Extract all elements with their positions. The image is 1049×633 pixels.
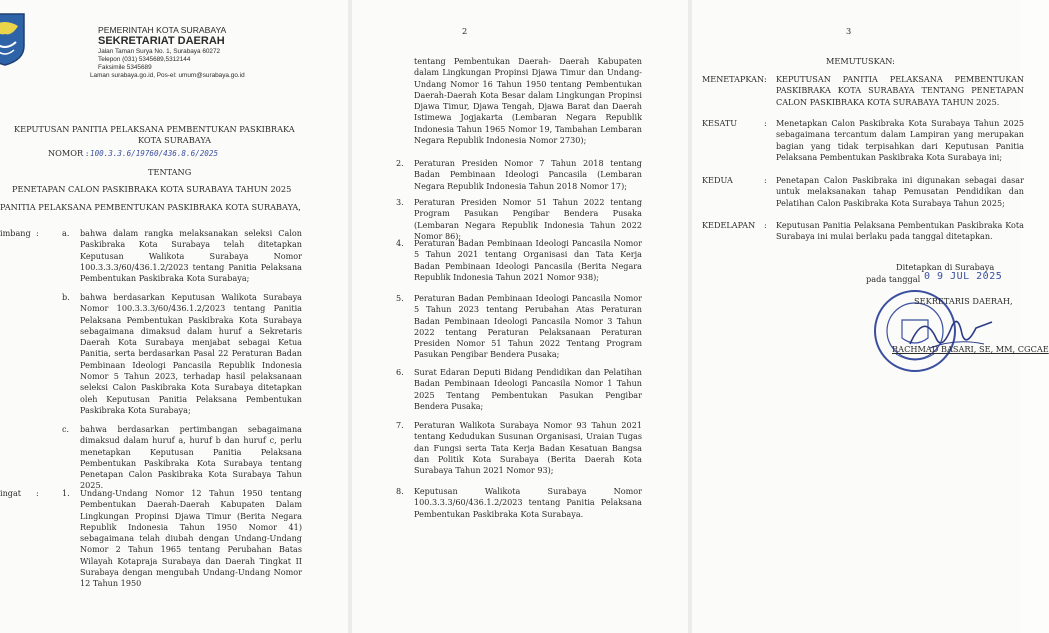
menetapkan-text: KEPUTUSAN PANITIA PELAKSANA PEMBENTUKAN PASKIBRAKA KOTA SURABAYA TENTANG PENETAPAN CALON PASKIBRAKA KOTA SURABAYA TAHUN 2025. bbox=[776, 74, 1024, 107]
decree-title-line1: KEPUTUSAN PANITIA PELAKSANA PEMBENTUKAN PASKIBRAKA bbox=[14, 124, 295, 134]
office-name: SEKRETARIAT DAERAH bbox=[98, 35, 225, 47]
kesatu-text: Menetapkan Calon Paskibraka Kota Surabaya Tahun 2025 sebagaimana tercantum dalam Lampiran yang merupakan bagian yang tidak terpisahkan dari Keputusan Panitia Pelaksana Pembentukan Paskibraka Kota Surabaya ini; bbox=[776, 118, 1024, 162]
memutuskan-heading: MEMUTUSKAN: bbox=[826, 56, 895, 66]
decree-number-label: NOMOR : bbox=[48, 148, 89, 158]
legal-basis-8-label: 8. bbox=[396, 486, 404, 496]
decree-number-value: 100.3.3.6/19760/436.8.6/2025 bbox=[90, 149, 219, 158]
legal-basis-4-label: 4. bbox=[396, 238, 404, 248]
kesatu-label: KESATU bbox=[702, 118, 738, 128]
consideration-c-text: bahwa berdasarkan pertimbangan sebagaimana dimaksud dalam huruf a, huruf b dan huruf c, perlu menetapkan Keputusan Panitia Pelaksana Pembentukan Paskibraka Kota Surabaya tentang Penetapan Calon Paskibraka Kota Surabaya Tahun 2025. bbox=[80, 424, 302, 491]
legal-basis-4-text: Peraturan Badan Pembinaan Ideologi Pancasila Nomor 5 Tahun 2021 tentang Organisasi dan Tata Kerja Badan Pembinaan Ideologi Pancasila (Berita Negara Republik Indonesia Tahun 2021 Nomor 938); bbox=[414, 238, 642, 282]
menimbang-label: imbang bbox=[0, 228, 31, 238]
pada-tanggal-label: pada tanggal bbox=[866, 274, 921, 284]
signer-title: SEKRETARIS DAERAH, bbox=[914, 296, 1013, 306]
date-stamp: 0 9 JUL 2025 bbox=[924, 271, 1003, 282]
legal-basis-3-label: 3. bbox=[396, 197, 404, 207]
issuing-authority: PANITIA PELAKSANA PEMBENTUKAN PASKIBRAKA KOTA SURABAYA, bbox=[0, 202, 301, 212]
legal-basis-2-label: 2. bbox=[396, 158, 404, 168]
consideration-a-text: bahwa dalam rangka melaksanakan seleksi Calon Paskibraka Kota Surabaya telah ditetapkan Keputusan Walikota Surabaya Nomor 100.3.3.3/60/436.1.2/2023 tentang Panitia Pelaksana Pembentukan Paskibraka Kota Surabaya; bbox=[80, 228, 302, 284]
decree-title-line2: KOTA SURABAYA bbox=[138, 135, 212, 145]
legal-basis-5-label: 5. bbox=[396, 293, 404, 303]
office-web-email: Laman surabaya.go.id, Pos-el: umum@surabaya.go.id bbox=[90, 72, 245, 79]
kedelapan-label: KEDELAPAN bbox=[702, 220, 756, 230]
legal-basis-8-text: Keputusan Walikota Surabaya Nomor 100.3.3.3/60/436.1.2/2023 tentang Panitia Pelaksana Pembentukan Paskibraka Kota Surabaya. bbox=[414, 486, 642, 519]
ditetapkan-place: Ditetapkan di Surabaya bbox=[896, 262, 995, 272]
legal-basis-3-text: Peraturan Presiden Nomor 51 Tahun 2022 tentang Program Pasukan Pengibar Bendera Pusaka (Lembaran Negara Republik Indonesia Tahun 2022 Nomor 86); bbox=[414, 197, 642, 241]
legal-basis-5-text: Peraturan Badan Pembinaan Ideologi Pancasila Nomor 5 Tahun 2023 tentang Perubahan Atas Peraturan Badan Pembinaan Ideologi Pancasila Nomor 3 Tahun 2022 tentang Peraturan Pelaksanaan Peraturan Presiden Nomor 51 Tahun 2022 Tentang Program Pasukan Pengibar Bendera Pusaka; bbox=[414, 293, 642, 360]
legal-basis-6-text: Surat Edaran Deputi Bidang Pendidikan dan Pelatihan Badan Pembinaan Ideologi Pancasila Nomor 1 Tahun 2025 Tentang Pembentukan Pasukan Pengibar Bendera Pusaka; bbox=[414, 367, 642, 411]
legal-basis-7-text: Peraturan Walikota Surabaya Nomor 93 Tahun 2021 tentang Kedudukan Susunan Organisasi, Uraian Tugas dan Fungsi serta Tata Kerja Badan Kesatuan Bangsa dan Politik Kota Surabaya (Berita Daerah Kota Surabaya Tahun 2021 Nomor 93); bbox=[414, 420, 642, 476]
kedua-text: Penetapan Calon Paskibraka ini digunakan sebagai dasar untuk melaksanakan tahap Pemusatan Pendidikan dan Pelatihan Calon Paskibraka Kota Surabaya Tahun 2025; bbox=[776, 175, 1024, 208]
consideration-b-text: bahwa berdasarkan Keputusan Walikota Surabaya Nomor 100.3.3.3/60/436.1.2/2023 tentang Panitia Pelaksana Pembentukan Paskibraka Kota Surabaya sebagaimana dimaksud dalam huruf a Sekretaris Daerah Kota Surabaya menjabat sebagai Ketua Panitia, serta berdasarkan Pasal 22 Peraturan Badan Pembinaan Ideologi Pancasila Republik Indonesia Nomor 5 Tahun 2023, terhadap hasil pelaksanaan seleksi Calon Paskibraka Kota Surabaya ditetapkan oleh Keputusan Panitia Pelaksana Pembentukan Paskibraka Kota Surabaya; bbox=[80, 292, 302, 415]
decree-subject: PENETAPAN CALON PASKIBRAKA KOTA SURABAYA TAHUN 2025 bbox=[12, 184, 292, 194]
consideration-a-label: a. bbox=[62, 228, 70, 238]
office-phone: Telepon (031) 5345689,5312144 bbox=[98, 56, 191, 63]
page-number-2: 2 bbox=[462, 26, 468, 36]
document-page-3: 3 MEMUTUSKAN: MENETAPKAN : KEPUTUSAN PANITIA PELAKSANA PEMBENTUKAN PASKIBRAKA KOTA SURABAYA TENTANG PENETAPAN CALON PASKIBRAKA KOTA SURABAYA TAHUN 2025. KESATU : Menetapkan Calon Paskibraka Kota Surabaya Tahun 2025 sebagaimana tercantum dalam Lampiran yang merupakan bagian yang tidak terpisahkan dari Keputusan Panitia Pelaksana Pembentukan Paskibraka Kota Surabaya ini; KEDUA : Penetapan Calon Paskibraka ini digunakan sebagai dasar untuk melaksanakan tahap Pemusatan Pendidikan dan Pelatihan Calon Paskibraka Kota Surabaya Tahun 2025; KEDELAPAN : Keputusan Panitia Pelaksana Pembentukan Paskibraka Kota Surabaya ini mulai berlaku pada tanggal ditetapkan. Ditetapkan di Surabaya pada tanggal 0 9 JUL 2025 SEKRETARIS DAERAH, RACHMAD BASARI, SE, MM, CGCAE bbox=[692, 0, 1020, 633]
menetapkan-label: MENETAPKAN bbox=[702, 74, 765, 84]
office-fax: Faksimile 5345689 bbox=[98, 64, 152, 71]
mengingat-label: ingat bbox=[0, 488, 22, 498]
document-page-2 bbox=[352, 0, 688, 633]
signer-name: RACHMAD BASARI, SE, MM, CGCAE bbox=[892, 344, 1049, 354]
legal-basis-2-text: Peraturan Presiden Nomor 7 Tahun 2018 tentang Badan Pembinaan Ideologi Pancasila (Lembaran Negara Republik Indonesia Tahun 2018 Nomor 17); bbox=[414, 158, 642, 191]
office-address: Jalan Taman Surya No. 1, Surabaya 60272 bbox=[98, 48, 221, 55]
legal-basis-1-label: 1. bbox=[62, 488, 70, 498]
consideration-b-label: b. bbox=[62, 292, 70, 302]
surabaya-crest-icon bbox=[0, 12, 26, 66]
kedua-label: KEDUA bbox=[702, 175, 733, 185]
legal-basis-6-label: 6. bbox=[396, 367, 404, 377]
government-name: PEMERINTAH KOTA SURABAYA bbox=[98, 25, 227, 35]
tentang-heading: TENTANG bbox=[148, 167, 192, 177]
legal-basis-7-label: 7. bbox=[396, 420, 404, 430]
consideration-c-label: c. bbox=[62, 424, 70, 434]
legal-basis-1-text: Undang-Undang Nomor 12 Tahun 1950 tentang Pembentukan Daerah-Daerah Kabupaten Dalam Lingkungan Propinsi Djawa Timur (Berita Negara Republik Indonesia Tahun 1950 Nomor 41) sebagaimana telah diubah dengan Undang-Undang Nomor 2 Tahun 1965 tentang Perubahan Batas Wilayah Kotapraja Surabaya dan Daerah Tingkat II Surabaya dengan mengubah Undang-Undang Nomor 12 Tahun 1950 bbox=[80, 488, 302, 589]
document-page-1: PEMERINTAH KOTA SURABAYA SEKRETARIAT DAERAH Jalan Taman Surya No. 1, Surabaya 60272 Telepon (031) 5345689,5312144 Faksimile 5345689 Laman surabaya.go.id, Pos-el: umum@surabaya.go.id KEPUTUSAN PANITIA PELAKSANA PEMBENTUKAN PASKIBRAKA KOTA SURABAYA NOMOR : 100.3.3.6/19760/436.8.6/2025 TENTANG PENETAPAN CALON PASKIBRAKA KOTA SURABAYA TAHUN 2025 PANITIA PELAKSANA PEMBENTUKAN PASKIBRAKA KOTA SURABAYA, imbang : a. bahwa dalam rangka melaksanakan seleksi Calon Paskibraka Kota Surabaya telah ditetapkan Keputusan Walikota Surabaya Nomor 100.3.3.3/60/436.1.2/2023 tentang Panitia Pelaksana Pembentukan Paskibraka Kota Surabaya; b. bahwa berdasarkan Keputusan Walikota Surabaya Nomor 100.3.3.3/60/436.1.2/2023 tentang Panitia Pelaksana Pembentukan Paskibraka Kota Surabaya sebagaimana dimaksud dalam huruf a Sekretaris Daerah Kota Surabaya menjabat sebagai Ketua Panitia, serta berdasarkan Pasal 22 Peraturan Badan Pembinaan Ideologi Pancasila Republik Indonesia Nomor 5 Tahun 2023, terhadap hasil pelaksanaan seleksi Calon Paskibraka Kota Surabaya ditetapkan oleh Keputusan Panitia Pelaksana Pembentukan Paskibraka Kota Surabaya; c. bahwa berdasarkan pertimbangan sebagaimana dimaksud dalam huruf a, huruf b dan huruf c, perlu menetapkan Keputusan Panitia Pelaksana Pembentukan Paskibraka Kota Surabaya tentang Penetapan Calon Paskibraka Kota Surabaya Tahun 2025. ingat : 1. Undang-Undang Nomor 12 Tahun 1950 tentang Pembentukan Daerah-Daerah Kabupaten Dalam Lingkungan Propinsi Djawa Timur (Berita Negara Republik Indonesia Tahun 1950 Nomor 41) sebagaimana telah diubah dengan Undang-Undang Nomor 2 Tahun 1965 tentang Perubahan Batas Wilayah Kotapraja Surabaya dan Daerah Tingkat II Surabaya dengan mengubah Undang-Undang Nomor 12 Tahun 1950 bbox=[0, 0, 348, 633]
page-number-3: 3 bbox=[846, 26, 852, 36]
kedelapan-text: Keputusan Panitia Pelaksana Pembentukan Paskibraka Kota Surabaya ini mulai berlaku pada tanggal ditetapkan. bbox=[776, 220, 1024, 242]
legal-basis-1-continued: tentang Pembentukan Daerah- Daerah Kabupaten dalam Lingkungan Propinsi Djawa Timur dan Undang-Undang Nomor 16 Tahun 1950 tentang Pembentukan Daerah-Daerah Kota Besar dalam Lingkungan Propinsi Djawa Timur, Djawa Tengah, Djawa Barat dan Daerah Istimewa Jogjakarta (Lembaran Negara Republik Indonesia Tahun 1965 Nomor 19, Tambahan Lembaran Negara Republik Indonesia Nomor 2730); bbox=[414, 56, 642, 146]
